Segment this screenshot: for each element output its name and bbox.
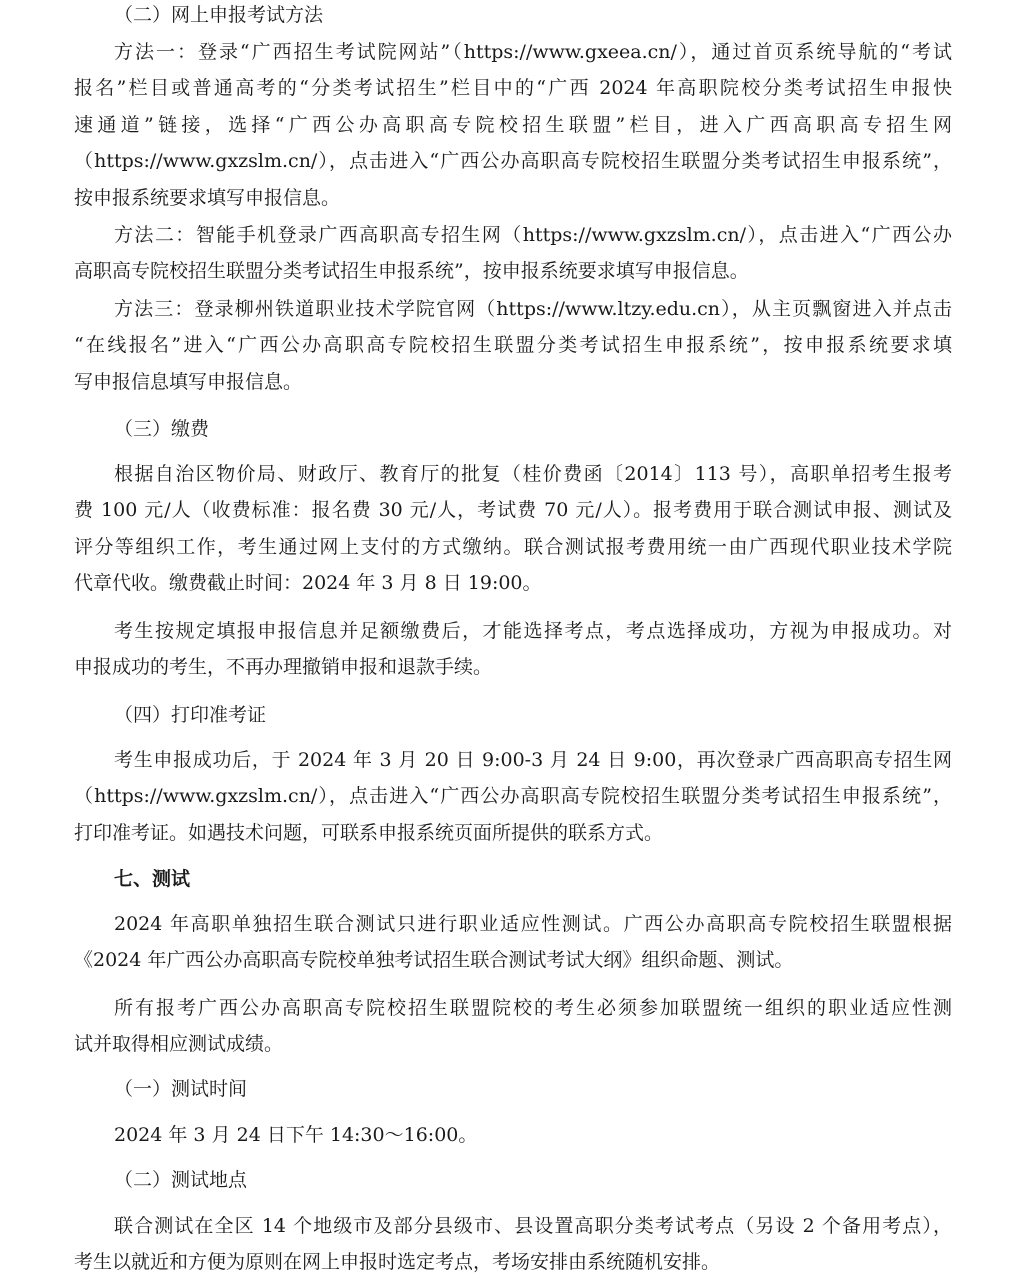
text-line: 申报成功的考生，不再办理撤销申报和退款手续。 [74, 656, 493, 678]
text-line: 考生按规定填报申报信息并足额缴费后，才能选择考点，考点选择成功，方视为申报成功。对 [114, 620, 952, 642]
text-line: 方法二：智能手机登录广西高职高专招生网（https://www.gxzslm.cn/），点击进入“广西公办 [114, 224, 952, 246]
text-line: （一）测试时间 [114, 1078, 248, 1100]
text-line: 方法一：登录“广西招生考试院网站”（https://www.gxeea.cn/），通过首页系统导航的“考试 [114, 41, 952, 63]
text-line: 《2024 年广西公办高职高专院校单独考试招生联合测试考试大纲》组织命题、测试。 [74, 949, 794, 971]
text-line: 评分等组织工作，考生通过网上支付的方式缴纳。联合测试报考费用统一由广西现代职业技术学院 [74, 536, 952, 558]
text-line: 写申报信息填写申报信息。 [74, 371, 303, 393]
text-line: 考生申报成功后，于 2024 年 3 月 20 日 9:00-3 月 24 日 9:00，再次登录广西高职高专招生网 [114, 749, 952, 771]
text-line: “在线报名”进入“广西公办高职高专院校招生联盟分类考试招生申报系统”，按申报系统要求填 [74, 334, 952, 356]
text-line: 打印准考证。如遇技术问题，可联系申报系统页面所提供的联系方式。 [74, 822, 664, 844]
text-line: （四）打印准考证 [114, 704, 267, 726]
text-line: 所有报考广西公办高职高专院校招生联盟院校的考生必须参加联盟统一组织的职业适应性测 [114, 997, 952, 1019]
text-line: （https://www.gxzslm.cn/），点击进入“广西公办高职高专院校招生联盟分类考试招生申报系统”， [74, 150, 952, 172]
text-line: （二）测试地点 [114, 1169, 248, 1191]
text-line: （https://www.gxzslm.cn/），点击进入“广西公办高职高专院校招生联盟分类考试招生申报系统”， [74, 785, 952, 807]
text-line: （二）网上申报考试方法 [114, 4, 324, 26]
text-line: 高职高专院校招生联盟分类考试招生申报系统”，按申报系统要求填写申报信息。 [74, 260, 749, 282]
text-line: 报名”栏目或普通高考的“分类考试招生”栏目中的“广西 2024 年高职院校分类考试招生申报快 [74, 77, 952, 99]
text-line: 代章代收。缴费截止时间：2024 年 3 月 8 日 19:00。 [74, 572, 542, 594]
text-line: 费 100 元/人（收费标准：报名费 30 元/人，考试费 70 元/人）。报考费用于联合测试申报、测试及 [74, 499, 952, 521]
text-line: （三）缴费 [114, 418, 210, 440]
text-line: 方法三：登录柳州铁道职业技术学院官网（https://www.ltzy.edu.cn），从主页飘窗进入并点击 [114, 298, 952, 320]
text-line: 根据自治区物价局、财政厅、教育厅的批复（桂价费函〔2014〕113 号），高职单招考生报考 [114, 463, 952, 485]
section-heading: 七、测试 [114, 868, 191, 890]
text-line: 按申报系统要求填写申报信息。 [74, 187, 341, 209]
text-line: 试并取得相应测试成绩。 [74, 1033, 284, 1055]
text-line: 速通道”链接，选择“广西公办高职高专院校招生联盟”栏目，进入广西高职高专招生网 [74, 114, 952, 136]
text-line: 联合测试在全区 14 个地级市及部分县级市、县设置高职分类考试考点（另设 2 个备用考点）， [114, 1215, 952, 1237]
text-line: 2024 年 3 月 24 日下午 14:30～16:00。 [114, 1124, 478, 1146]
text-line: 2024 年高职单独招生联合测试只进行职业适应性测试。广西公办高职高专院校招生联盟根据 [114, 913, 952, 935]
text-line: 考生以就近和方便为原则在网上申报时选定考点，考场安排由系统随机安排。 [74, 1251, 721, 1273]
